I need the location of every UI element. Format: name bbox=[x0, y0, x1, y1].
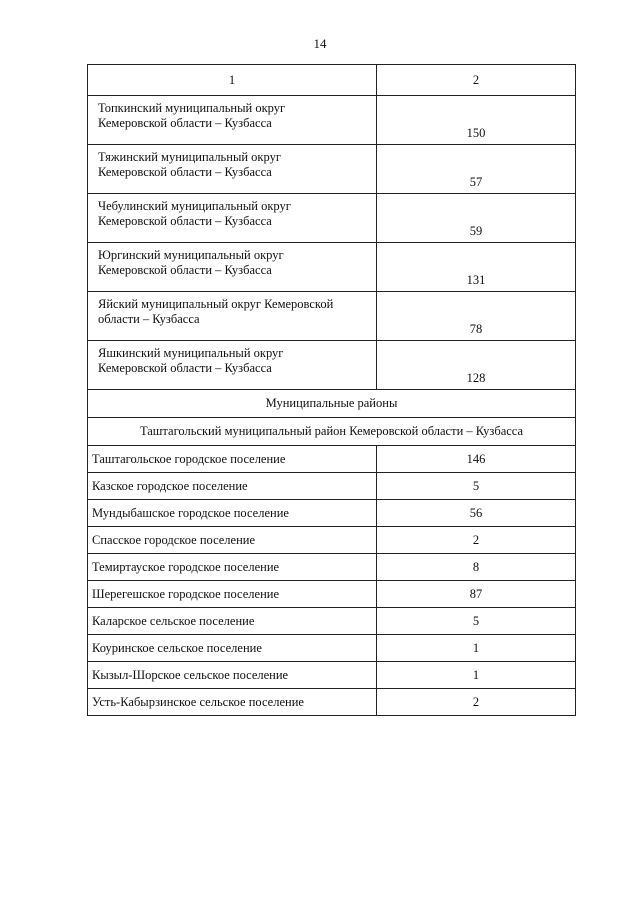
table-row bbox=[88, 500, 576, 527]
table-row bbox=[88, 662, 576, 689]
table-row bbox=[88, 473, 576, 500]
column-header-2: 2 bbox=[377, 65, 576, 96]
settlement-name-cell: Коуринское сельское поселение bbox=[88, 635, 377, 662]
data-table bbox=[87, 64, 576, 716]
settlement-value-cell: 5 bbox=[377, 608, 576, 635]
district-row bbox=[88, 418, 576, 446]
table-row bbox=[88, 527, 576, 554]
okrug-name-line: Чебулинский муниципальный округ bbox=[98, 199, 291, 213]
settlement-name-cell: Таштагольское городское поселение bbox=[88, 446, 377, 473]
settlement-name-cell: Кызыл-Шорское сельское поселение bbox=[88, 662, 377, 689]
table-row bbox=[88, 581, 576, 608]
table-row bbox=[88, 96, 576, 145]
okrug-name-line: Кемеровской области – Кузбасса bbox=[98, 361, 272, 375]
table-row bbox=[88, 292, 576, 341]
okrug-name-line: Тяжинский муниципальный округ bbox=[98, 150, 281, 164]
district-title: Таштагольский муниципальный район Кемеровской области – Кузбасса bbox=[88, 418, 576, 446]
okrug-name-line: Кемеровской области – Кузбасса bbox=[98, 116, 272, 130]
table-row bbox=[88, 554, 576, 581]
table-row bbox=[88, 341, 576, 390]
settlement-name-cell: Казское городское поселение bbox=[88, 473, 377, 500]
table-row bbox=[88, 243, 576, 292]
okrug-name-line: Яйский муниципальный округ Кемеровской bbox=[98, 297, 334, 311]
okrug-name-cell bbox=[88, 243, 377, 292]
table-header-row bbox=[88, 65, 576, 96]
table-row bbox=[88, 194, 576, 243]
settlement-name-cell: Спасское городское поселение bbox=[88, 527, 377, 554]
okrug-name-line: Юргинский муниципальный округ bbox=[98, 248, 284, 262]
column-header-1: 1 bbox=[88, 65, 377, 96]
okrug-name-cell bbox=[88, 145, 377, 194]
table-row bbox=[88, 608, 576, 635]
settlement-value-cell: 146 bbox=[377, 446, 576, 473]
settlement-name-cell: Шерегешское городское поселение bbox=[88, 581, 377, 608]
settlement-value-cell: 8 bbox=[377, 554, 576, 581]
table-row bbox=[88, 689, 576, 716]
okrug-name-line: Яшкинский муниципальный округ bbox=[98, 346, 284, 360]
okrug-value-cell: 128 bbox=[377, 341, 576, 390]
okrug-value-cell: 57 bbox=[377, 145, 576, 194]
table-row bbox=[88, 635, 576, 662]
okrug-value-cell: 78 bbox=[377, 292, 576, 341]
okrug-name-cell bbox=[88, 96, 377, 145]
section-row bbox=[88, 390, 576, 418]
section-title: Муниципальные районы bbox=[88, 390, 576, 418]
settlement-value-cell: 2 bbox=[377, 689, 576, 716]
page-number: 14 bbox=[313, 36, 327, 51]
settlement-name-cell: Темиртауское городское поселение bbox=[88, 554, 377, 581]
okrug-value-cell: 131 bbox=[377, 243, 576, 292]
settlement-value-cell: 2 bbox=[377, 527, 576, 554]
okrug-name-line: Кемеровской области – Кузбасса bbox=[98, 263, 272, 277]
okrug-name-cell bbox=[88, 341, 377, 390]
table-row bbox=[88, 145, 576, 194]
settlement-value-cell: 1 bbox=[377, 662, 576, 689]
okrug-name-line: Топкинский муниципальный округ bbox=[98, 101, 286, 115]
settlement-value-cell: 56 bbox=[377, 500, 576, 527]
okrug-name-line: области – Кузбасса bbox=[98, 312, 200, 326]
okrug-value-cell: 150 bbox=[377, 96, 576, 145]
okrug-name-cell bbox=[88, 194, 377, 243]
settlement-value-cell: 87 bbox=[377, 581, 576, 608]
settlement-name-cell: Усть-Кабырзинское сельское поселение bbox=[88, 689, 377, 716]
settlement-name-cell: Каларское сельское поселение bbox=[88, 608, 377, 635]
settlement-value-cell: 1 bbox=[377, 635, 576, 662]
okrug-name-line: Кемеровской области – Кузбасса bbox=[98, 165, 272, 179]
okrug-name-cell bbox=[88, 292, 377, 341]
okrug-value-cell: 59 bbox=[377, 194, 576, 243]
table-row bbox=[88, 446, 576, 473]
settlement-name-cell: Мундыбашское городское поселение bbox=[88, 500, 377, 527]
okrug-name-line: Кемеровской области – Кузбасса bbox=[98, 214, 272, 228]
settlement-value-cell: 5 bbox=[377, 473, 576, 500]
